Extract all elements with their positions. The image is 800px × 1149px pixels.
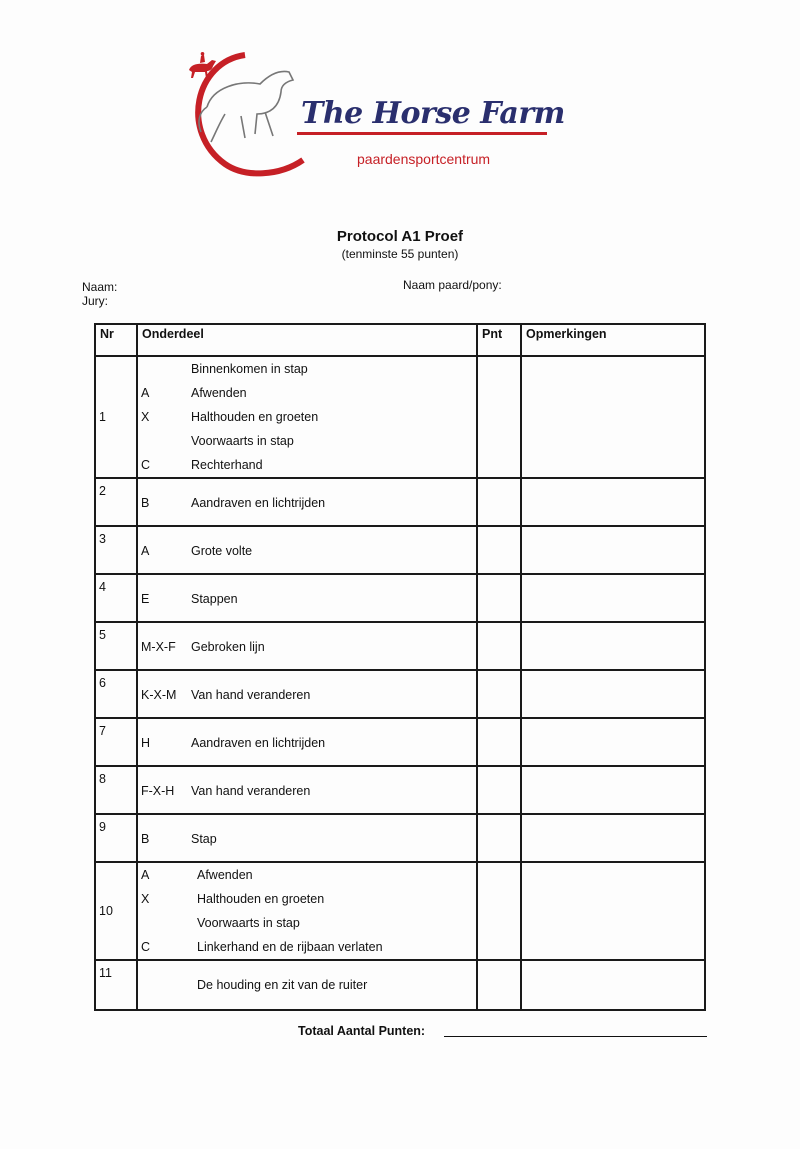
onderdeel-cell [137,960,477,1010]
onderdeel-cell [137,574,477,622]
row-number: 3 [95,526,137,574]
exercise-text: De houding en zit van de ruiter [197,978,368,992]
table-row [95,814,705,862]
onderdeel-cell [137,718,477,766]
opmerkingen-cell[interactable] [521,718,705,766]
col-nr: Nr [95,324,137,356]
letter-code: K-X-M [141,688,177,702]
letter-code: C [141,458,151,472]
exercise-text: Halthouden en groeten [191,410,319,424]
list-item [138,575,476,611]
pnt-cell[interactable] [477,670,521,718]
letter-code: M-X-F [141,640,176,654]
row-number: 1 [95,356,137,478]
opmerkingen-cell[interactable] [521,526,705,574]
onderdeel-cell [137,670,477,718]
exercise-text: Rechterhand [191,458,263,472]
list-item [138,623,476,659]
pnt-cell[interactable] [477,766,521,814]
horsefarm-logo [185,52,565,182]
list-item [138,767,476,803]
letter-code: A [141,386,150,400]
pnt-cell[interactable] [477,862,521,960]
letter-code: H [141,736,151,750]
letter-code: C [141,940,151,954]
col-pnt: Pnt [477,324,521,356]
totaal-input-line[interactable] [444,1036,707,1037]
pnt-cell[interactable] [477,574,521,622]
table-row [95,862,705,960]
exercise-text: Binnenkomen in stap [191,362,308,376]
letter-code: X [141,892,150,906]
table-row [95,766,705,814]
brand-tagline: paardensportcentrum [357,151,491,167]
opmerkingen-cell[interactable] [521,814,705,862]
list-item [138,453,476,477]
pnt-cell[interactable] [477,622,521,670]
exercise-text: Gebroken lijn [191,640,265,654]
opmerkingen-cell[interactable] [521,766,705,814]
exercise-text: Halthouden en groeten [197,892,325,906]
list-item [138,815,476,851]
letter-code: F-X-H [141,784,175,798]
row-number: 11 [95,960,137,1010]
page-title: Protocol A1 Proef [336,228,464,245]
row-number: 2 [95,478,137,526]
table-header-row [95,324,705,356]
onderdeel-cell [137,526,477,574]
list-item [138,357,476,381]
rider-icon [185,52,219,80]
row-number: 10 [95,862,137,960]
list-item [138,527,476,563]
onderdeel-cell [137,766,477,814]
onderdeel-cell [137,478,477,526]
table-row [95,574,705,622]
opmerkingen-cell[interactable] [521,670,705,718]
brand-underline [297,132,547,135]
letter-code: A [141,544,150,558]
table-row [95,478,705,526]
row-number: 5 [95,622,137,670]
onderdeel-cell [137,622,477,670]
table-row [95,356,705,478]
row-number: 9 [95,814,137,862]
letter-code: A [141,868,150,882]
exercise-text: Linkerhand en de rijbaan verlaten [197,940,383,954]
exercise-text: Afwenden [191,386,247,400]
exercise-text: Stap [191,832,217,846]
list-item [138,479,476,515]
exercise-text: Grote volte [191,544,253,558]
onderdeel-cell [137,356,477,478]
col-opmerkingen: Opmerkingen [521,324,705,356]
opmerkingen-cell[interactable] [521,960,705,1010]
protocol-table [94,323,706,1011]
row-number: 4 [95,574,137,622]
pnt-cell[interactable] [477,478,521,526]
opmerkingen-cell[interactable] [521,622,705,670]
letter-code: B [141,832,150,846]
list-item [138,719,476,755]
opmerkingen-cell[interactable] [521,574,705,622]
row-number: 8 [95,766,137,814]
pnt-cell[interactable] [477,960,521,1010]
exercise-text: Stappen [191,592,238,606]
jury-label: Jury: [82,294,109,308]
pnt-cell[interactable] [477,814,521,862]
exercise-text: Aandraven en lichtrijden [191,736,326,750]
naam-label: Naam: [82,280,118,294]
letter-code: X [141,410,150,424]
brand-name: The Horse Farm [301,96,565,131]
row-number: 6 [95,670,137,718]
list-item [138,863,476,887]
pnt-cell[interactable] [477,356,521,478]
table-row [95,526,705,574]
onderdeel-cell [137,862,477,960]
opmerkingen-cell[interactable] [521,478,705,526]
col-onderdeel: Onderdeel [137,324,477,356]
letter-code: B [141,496,150,510]
table-row [95,622,705,670]
exercise-text: Van hand veranderen [191,784,311,798]
list-item [138,671,476,707]
list-item [138,405,476,429]
exercise-text: Voorwaarts in stap [191,434,294,448]
exercise-text: Afwenden [197,868,253,882]
naam-paard-label: Naam paard/pony: [403,278,502,292]
exercise-text: Van hand veranderen [191,688,311,702]
pnt-cell[interactable] [477,526,521,574]
row-number: 7 [95,718,137,766]
totaal-label: Totaal Aantal Punten: [298,1024,426,1038]
opmerkingen-cell[interactable] [521,862,705,960]
list-item [138,935,476,959]
table-row [95,960,705,1010]
exercise-text: Aandraven en lichtrijden [191,496,326,510]
letter-code: E [141,592,150,606]
page-subtitle: (tenminste 55 punten) [341,247,459,261]
pnt-cell[interactable] [477,718,521,766]
list-item [138,429,476,453]
table-row [95,718,705,766]
table-row [95,670,705,718]
list-item [138,381,476,405]
list-item [138,911,476,935]
list-item [138,961,476,997]
opmerkingen-cell[interactable] [521,356,705,478]
onderdeel-cell [137,814,477,862]
exercise-text: Voorwaarts in stap [197,916,300,930]
list-item [138,887,476,911]
